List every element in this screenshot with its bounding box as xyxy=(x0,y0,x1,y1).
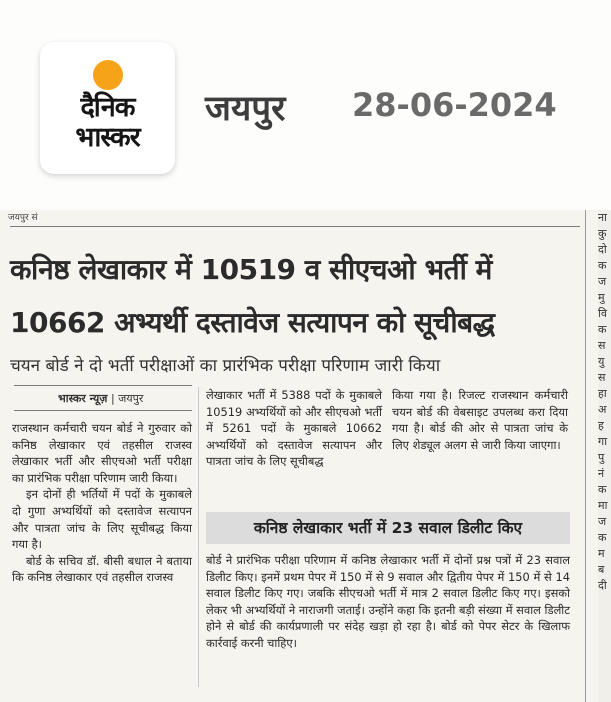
newspaper-clipping xyxy=(0,210,611,702)
right-column-fragment: ज xyxy=(598,515,607,528)
byline-source: भास्कर न्यूज़ xyxy=(58,392,108,405)
col1-paragraph-2: इन दोनों ही भर्तियों में पदों के मुकाबले दो गुणा अभ्यर्थियों को दस्तावेज सत्यापन और पात्रता जांच के लिए सूचीबद्ध किया गया है। xyxy=(12,487,192,552)
right-column-fragments xyxy=(598,210,611,702)
top-strip-fragment: जयपुर सं xyxy=(8,213,38,223)
right-column-fragment: क xyxy=(598,483,607,496)
right-column-fragment: दो xyxy=(598,243,607,256)
article-column-3: किया गया है। रिजल्ट राजस्थान कर्मचारी चयन बोर्ड की वेबसाइट उपलब्ध करा दिया गया है। बोर्ड की ओर से पात्रता जांच के लिए शेड्यूल अलग से जारी किया जाएगा। xyxy=(392,388,568,452)
col1-paragraph-1: राजस्थान कर्मचारी चयन बोर्ड ने गुरुवार को कनिष्ठ लेखाकार एवं तहसील राजस्व लेखाकार भर्ती और सीएचओ भर्ती परीक्षा का प्रारंभिक परीक्षा परिणाम जारी किया। xyxy=(12,421,192,485)
byline-separator: | xyxy=(110,392,119,405)
byline-rule-bottom xyxy=(14,410,192,411)
right-column-fragment: ना xyxy=(598,211,607,224)
right-column-fragment: यु xyxy=(598,355,605,368)
column-separator-1 xyxy=(198,387,199,687)
headline-line-1: कनिष्ठ लेखाकार में 10519 व सीएचओ भर्ती में xyxy=(10,253,492,286)
byline xyxy=(58,391,143,406)
right-column-fragment: अ xyxy=(598,403,607,416)
right-column-fragment: गा xyxy=(598,435,608,448)
right-column-fragment: स xyxy=(598,371,606,384)
right-column-fragment: नं xyxy=(598,467,605,480)
article-column-1 xyxy=(12,420,192,586)
box-text: बोर्ड ने प्रारंभिक परीक्षा परिणाम में कनिष्ठ लेखाकार भर्ती में दोनों प्रश्न पत्रों में 23 सवाल डिलीट किए। इनमें प्रथम पेपर में 150 में से 9 सवाल और द्वितीय पेपर में 150 में से 14 सवाल डिलीट किए गए। जबकि सीएचओ भर्ती में मात्र 2 सवाल डिलीट किए गए। इसको लेकर भी अभ्यर्थियों ने नाराजगी जताई। उन्होंने कहा कि इतनी बड़ी संख्या में सवाल डिलीट होने से बोर्ड की कार्यप्रणाली पर संदेह खड़ा हो रहा है। बोर्ड को पेपर सेटर के खिलाफ कार्रवाई करनी चाहिए। xyxy=(206,553,570,650)
right-column-fragment: स xyxy=(598,339,606,352)
right-column-fragment: क xyxy=(598,323,607,336)
right-column-fragment: ब xyxy=(598,563,605,576)
byline-rule-top xyxy=(14,385,192,386)
col1-paragraph-3: बोर्ड के सचिव डॉ. बीसी बधाल ने बताया कि कनिष्ठ लेखाकार एवं तहसील राजस्व xyxy=(12,553,192,585)
edition-date: 28-06-2024 xyxy=(352,86,557,124)
logo-word-dainik: दैनिक xyxy=(80,92,135,123)
article-column-2: लेखाकार भर्ती में 5388 पदों के मुकाबले 10519 अभ्यर्थियों को और सीएचओ भर्ती में 5261 पदों के मुकाबले 10662 अभ्यर्थियों को दस्तावेज सत्यापन और पात्रता जांच के लिए सूचीबद्ध xyxy=(206,388,382,469)
right-column-fragment: ह xyxy=(598,419,604,432)
headline-line-2: 10662 अभ्यर्थी दस्तावेज सत्यापन को सूचीबद्ध xyxy=(10,306,495,339)
right-column-fragment: वि xyxy=(598,307,607,320)
byline-city: जयपुर xyxy=(118,392,144,405)
logo-word-bhaskar: भास्कर xyxy=(75,122,140,153)
subheadline: चयन बोर्ड ने दो भर्ती परीक्षाओं का प्रारंभिक परीक्षा परिणाम जारी किया xyxy=(10,356,441,376)
box-title: कनिष्ठ लेखाकार भर्ती में 23 सवाल डिलीट किए xyxy=(206,512,570,544)
top-rule xyxy=(10,226,580,227)
right-column-fragment: मु xyxy=(598,291,605,304)
dainik-bhaskar-logo xyxy=(40,42,175,174)
edition-city: जयपुर xyxy=(205,89,286,129)
right-column-fragment: दी xyxy=(598,579,607,592)
right-column-fragment: क xyxy=(598,531,607,544)
sun-logo-icon xyxy=(93,60,123,90)
right-column-fragment: हा xyxy=(598,387,607,400)
right-column-fragment: म xyxy=(598,547,605,560)
right-column-fragment: पु xyxy=(598,451,605,464)
right-column-fragment: क xyxy=(598,259,607,272)
right-column-fragment: कु xyxy=(598,227,607,240)
right-column-fragment: मा xyxy=(598,499,608,512)
right-column-rule xyxy=(585,210,586,702)
right-column-fragment: ज xyxy=(598,275,607,288)
